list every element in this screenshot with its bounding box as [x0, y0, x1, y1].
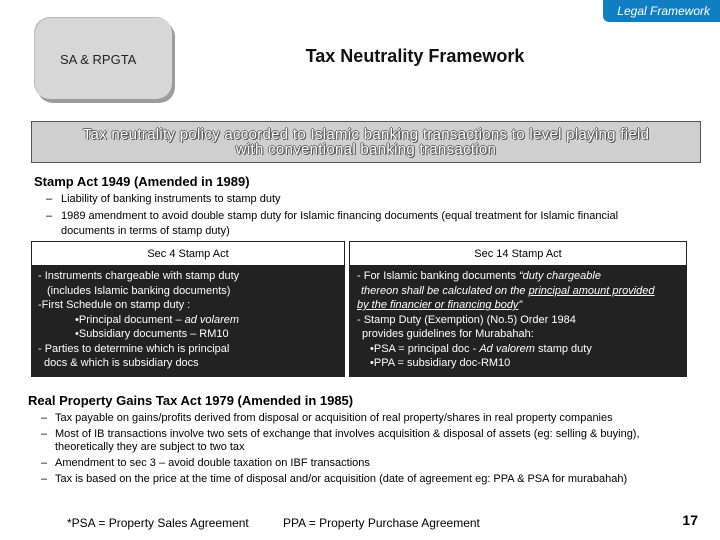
sec14-text: •PSA = principal doc - — [370, 342, 480, 355]
sec14-text: - For Islamic banking documents — [357, 270, 520, 282]
sec14-line — [357, 284, 686, 299]
rpgt-bullet-dash: – — [41, 457, 48, 469]
sec4-line: - Parties to determine which is principal — [38, 342, 230, 355]
stamp-bullet-2-line-2: documents in terms of stamp duty) — [61, 225, 230, 237]
policy-banner — [31, 121, 701, 163]
sec14-text: thereon shall be calculated on the — [361, 284, 529, 297]
sec14-italic-text: “duty chargeable — [519, 270, 601, 282]
sec14-line: •PPA = subsidiary doc-RM10 — [370, 357, 511, 369]
rpgt-bullet-2-line-2: theoretically they are subject to two tax — [55, 441, 245, 453]
page-title: Tax Neutrality Framework — [305, 46, 525, 66]
footer-psa-note: *PSA = Property Sales Agreement — [67, 516, 249, 530]
sec4-line — [38, 313, 344, 328]
sec14-text: stamp duty — [534, 342, 592, 355]
sec14-text: ” — [518, 299, 523, 311]
sec4-line: - Instruments chargeable with stamp duty — [38, 270, 240, 282]
sec4-italic-text: ad volarem — [184, 313, 240, 326]
policy-line-2: with conventional banking transaction — [235, 141, 497, 158]
sec14-line: - Stamp Duty (Exemption) (No.5) Order 1984 — [357, 313, 576, 326]
rpgt-bullet-dash: – — [41, 428, 48, 440]
rpgt-bullet-3: Amendment to sec 3 – avoid double taxation on IBF transactions — [55, 457, 370, 469]
sec14-line — [357, 269, 686, 284]
rpgt-bullet-dash: – — [41, 412, 48, 424]
sec14-header: Sec 14 Stamp Act — [349, 241, 687, 267]
stamp-act-heading: Stamp Act 1949 (Amended in 1989) — [34, 174, 250, 189]
section-label: SA & RPGTA — [60, 52, 137, 67]
sec14-italic-text: Ad valorem — [479, 342, 535, 355]
section-box — [34, 17, 172, 99]
sec4-text: •Principal document – — [75, 313, 185, 326]
footer-ppa-note: PPA = Property Purchase Agreement — [283, 516, 480, 530]
sec14-line — [357, 298, 686, 313]
policy-line-1: Tax neutrality policy accorded to Islamic banking transactions to level playing field — [82, 126, 650, 143]
page-number: 17 — [682, 512, 698, 528]
sec14-underlined-text: by the financier or financing body — [357, 299, 519, 311]
sec14-line — [357, 342, 686, 357]
rpgt-bullet-dash: – — [41, 473, 48, 485]
sec4-line: (includes Islamic banking documents) — [47, 284, 231, 297]
sec14-line: provides guidelines for Murabahah: — [362, 328, 534, 340]
sec4-header: Sec 4 Stamp Act — [31, 241, 345, 267]
sec4-panel — [31, 265, 345, 377]
sec4-line: •Subsidiary documents – RM10 — [75, 328, 229, 340]
sec14-panel — [349, 265, 687, 377]
stamp-bullet-dash: – — [46, 193, 53, 205]
stamp-bullet-dash: – — [46, 210, 53, 222]
sec14-underlined-text: principal amount provided — [528, 284, 655, 297]
rpgt-bullet-1: Tax payable on gains/profits derived from disposal or acquisition of real property/shares in real property companies — [55, 412, 613, 424]
sec4-line: -First Schedule on stamp duty : — [38, 299, 191, 311]
rpgt-heading: Real Property Gains Tax Act 1979 (Amended in 1985) — [28, 393, 354, 408]
legal-framework-tab: Legal Framework — [603, 0, 720, 22]
stamp-bullet-1: Liability of banking instruments to stamp duty — [61, 193, 281, 205]
rpgt-bullet-4: Tax is based on the price at the time of disposal and/or acquisition (date of agreement eg: PPA & PSA for murabahah) — [55, 473, 628, 485]
sec4-line: docs & which is subsidiary docs — [44, 357, 199, 369]
stamp-bullet-2-line-1: 1989 amendment to avoid double stamp duty for Islamic financing documents (equal treatment for Islamic financial — [61, 210, 619, 222]
rpgt-bullet-2-line-1: Most of IB transactions involve two sets of exchange that involves acquisition & disposal of assets (eg: selling & buying), — [55, 428, 640, 440]
